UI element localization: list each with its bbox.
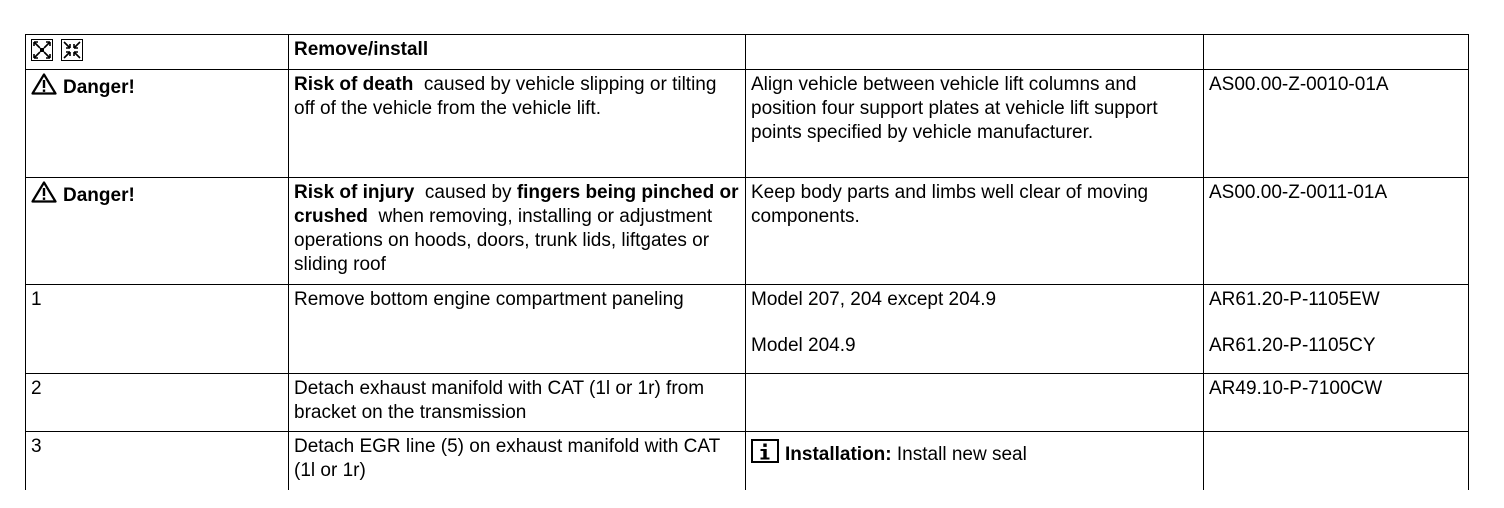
table-row: [26, 374, 1469, 432]
row-label-cell: [26, 178, 289, 285]
row-reference-cell: [1204, 285, 1469, 374]
row-reference-cell: AR49.10-P-7100CW: [1204, 374, 1469, 432]
danger-text: caused by vehicle slipping or tilting off of the vehicle from the vehicle lift.: [294, 74, 717, 119]
table-row: [26, 432, 1469, 490]
danger-label: Danger!: [63, 76, 135, 98]
step-description: Detach EGR line (5) on exhaust manifold with CAT (1l or 1r): [289, 432, 746, 490]
table-header-row: [26, 35, 1469, 70]
row-reference-cell: AS00.00-Z-0010-01A: [1204, 70, 1469, 178]
info-icon: [751, 439, 779, 470]
warning-triangle-icon: [31, 73, 57, 102]
row-description-cell: [289, 178, 746, 285]
row-label-cell: [26, 70, 289, 178]
model-note: Model 204.9: [751, 335, 856, 356]
step-number: 1: [26, 285, 289, 374]
warning-triangle-icon: [31, 181, 57, 210]
header-title-cell: [289, 35, 746, 70]
header-empty-cell: [1204, 35, 1469, 70]
danger-heading: Risk of death: [294, 74, 414, 95]
row-note-cell: [746, 285, 1204, 374]
row-note-cell: [746, 432, 1204, 490]
header-icons-cell: [26, 35, 289, 70]
procedure-table: [25, 34, 1469, 490]
step-number: 3: [26, 432, 289, 490]
row-reference-cell: AS00.00-Z-0011-01A: [1204, 178, 1469, 285]
row-note-cell: [746, 374, 1204, 432]
installation-text: Install new seal: [896, 443, 1027, 465]
row-description-cell: [289, 70, 746, 178]
installation-heading: Installation:: [785, 443, 892, 465]
row-note-cell: Align vehicle between vehicle lift columns and position four support plates at vehicle lift support points specified by vehicle manufacturer.: [746, 70, 1204, 178]
install-icon: [61, 39, 83, 61]
table-row: [26, 178, 1469, 285]
remove-icon: [31, 39, 53, 61]
table-row: [26, 285, 1469, 374]
step-description: Remove bottom engine compartment paneling: [289, 285, 746, 374]
row-note-cell: Keep body parts and limbs well clear of moving components.: [746, 178, 1204, 285]
step-number: 2: [26, 374, 289, 432]
danger-label: Danger!: [63, 184, 135, 206]
page-title: Remove/install: [294, 39, 429, 60]
danger-text: when removing, installing or adjustment operations on hoods, doors, trunk lids, liftgates or sliding roof: [294, 206, 713, 275]
header-empty-cell: [746, 35, 1204, 70]
danger-text: caused by: [424, 182, 512, 203]
step-description: Detach exhaust manifold with CAT (1l or 1r) from bracket on the transmission: [289, 374, 746, 432]
table-row: [26, 70, 1469, 178]
model-note: Model 207, 204 except 204.9: [751, 289, 997, 310]
row-reference-cell: [1204, 432, 1469, 490]
reference-code: AR61.20-P-1105EW: [1209, 289, 1380, 310]
danger-emphasis: fingers being pinched or crushed: [294, 182, 739, 227]
reference-code: AR61.20-P-1105CY: [1209, 335, 1376, 356]
danger-heading: Risk of injury: [294, 182, 415, 203]
